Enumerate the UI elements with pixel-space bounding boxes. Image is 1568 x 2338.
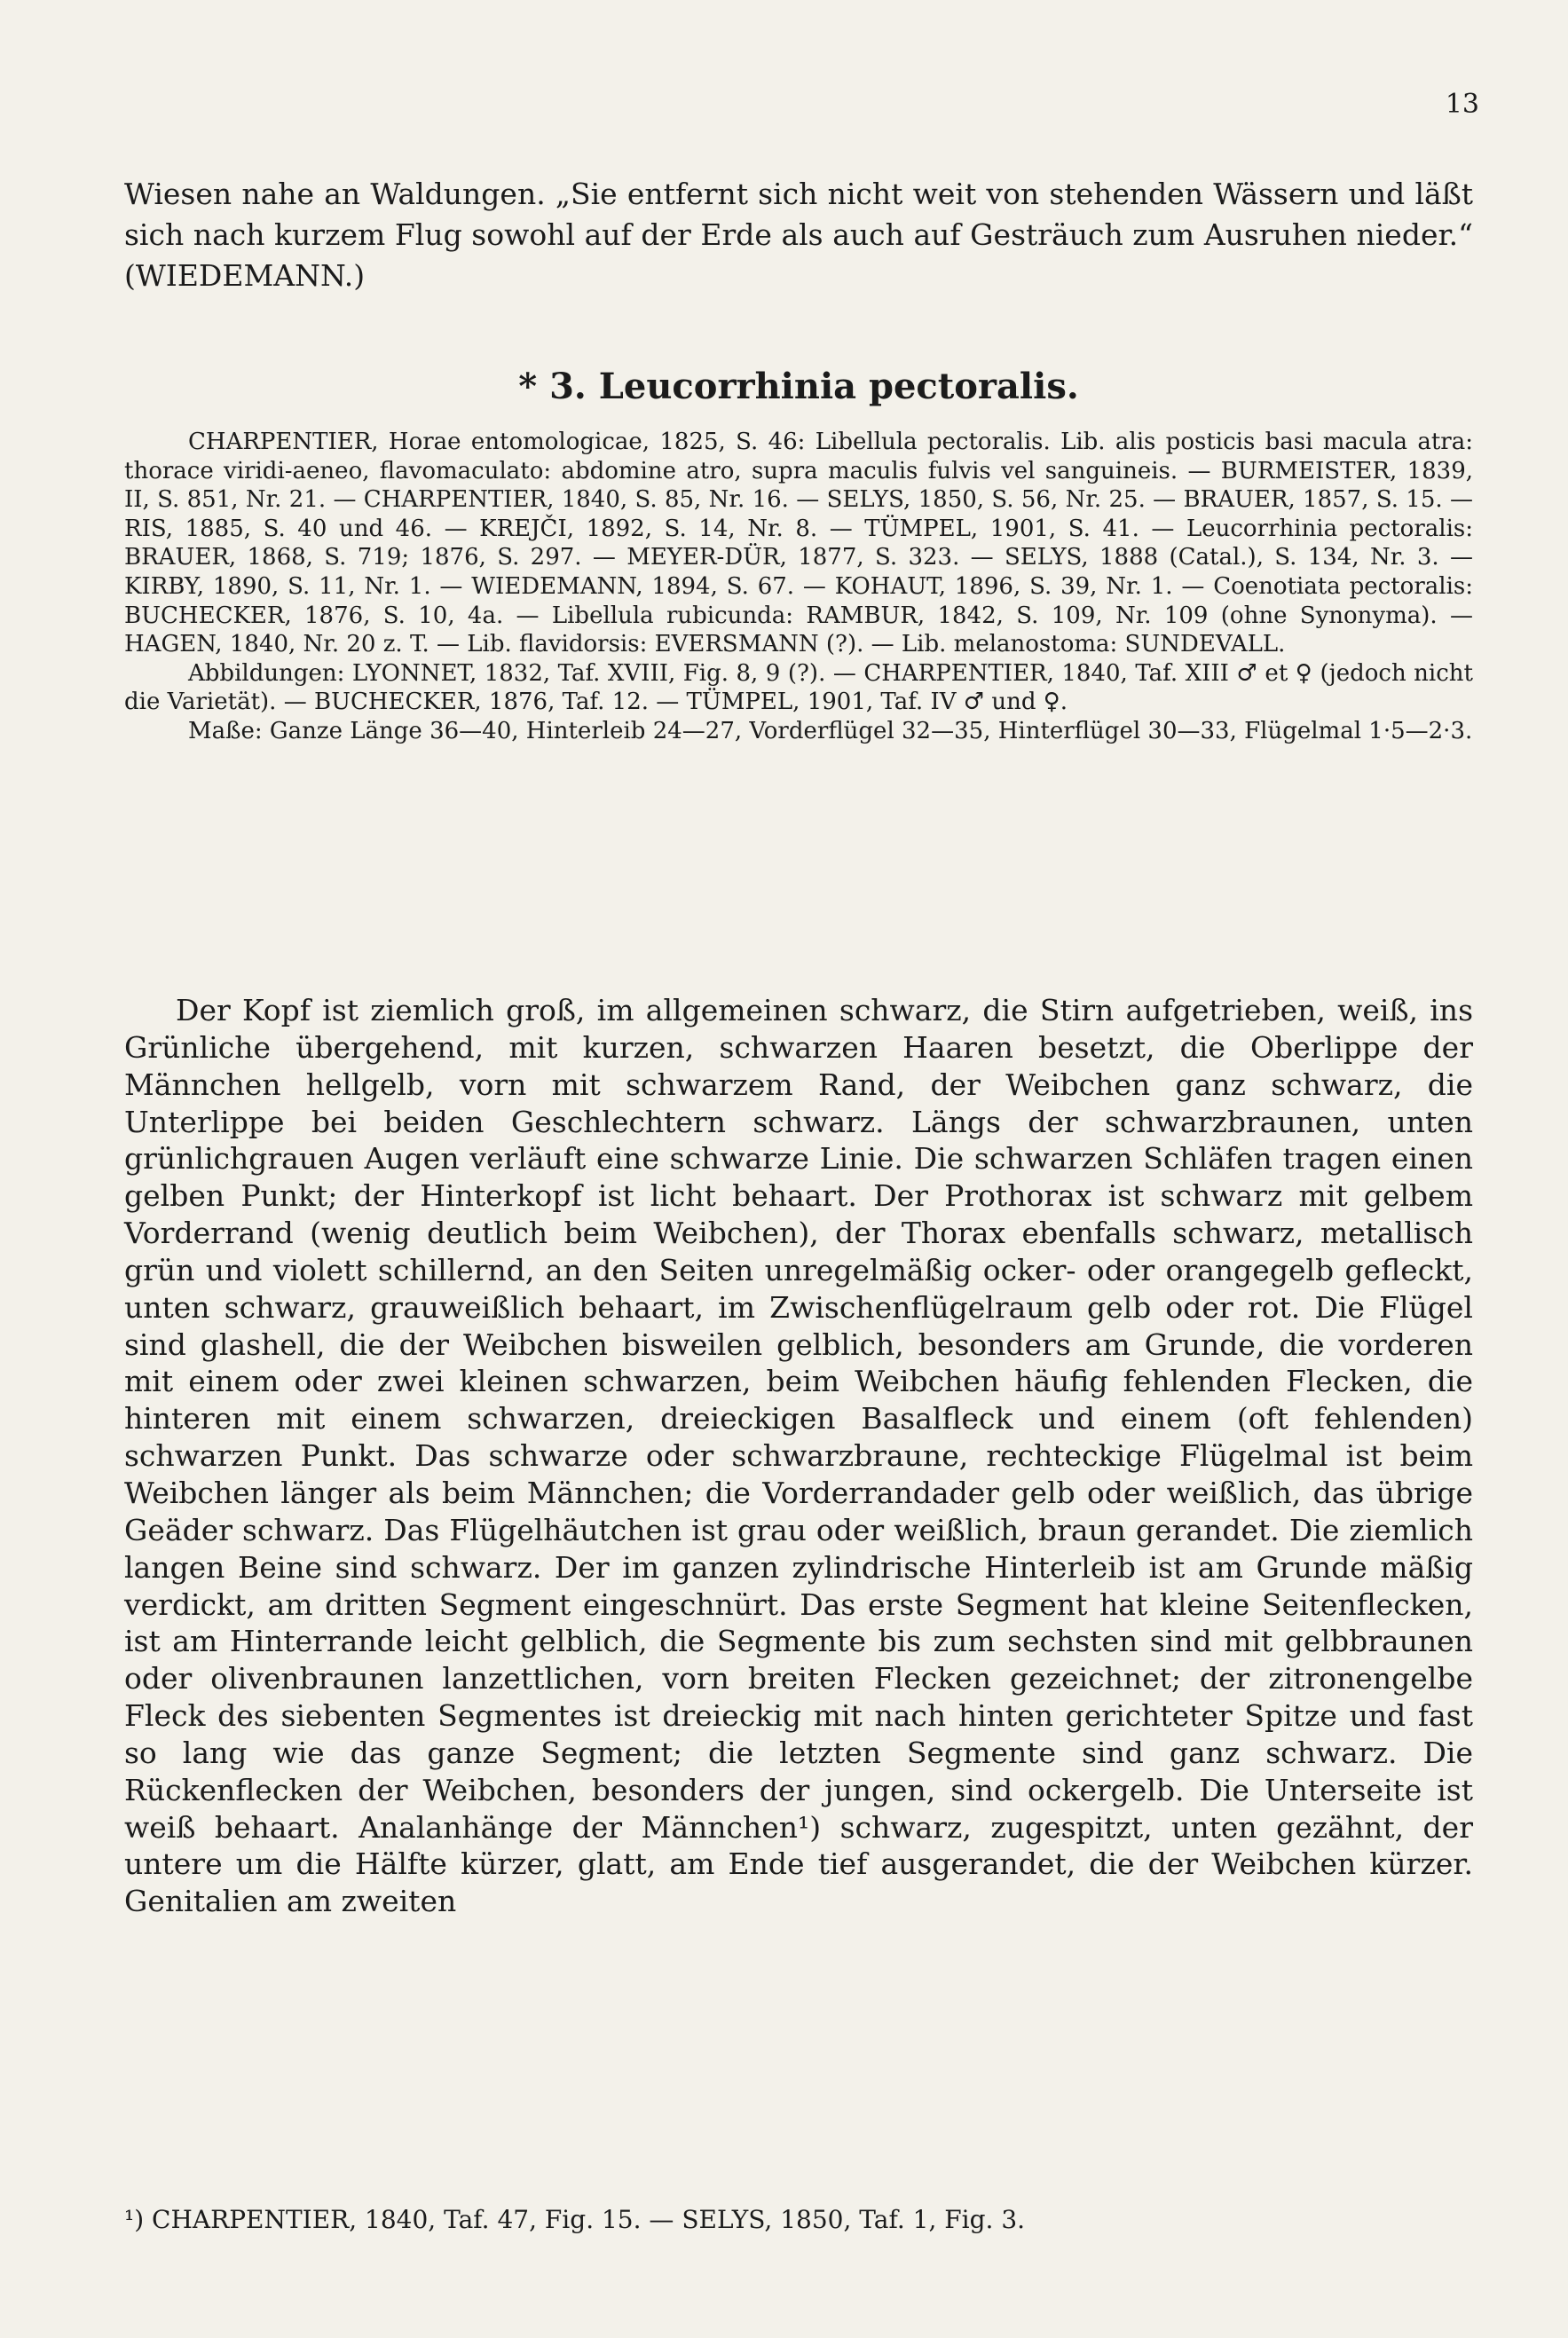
footnote: ¹) CHARPENTIER, 1840, Taf. 47, Fig. 15. — SELYS, 1850, Taf. 1, Fig. 3. — [124, 2205, 1026, 2234]
references-block — [124, 428, 1473, 746]
species-heading: * 3. Leucorrhinia pectoralis. — [518, 366, 1079, 407]
synonymy-references: CHARPENTIER, Horae entomologicae, 1825, S. 46: Libellula pectoralis. Lib. alis posticis basi macula atra: thorace viridi-aeneo, flavomaculato: abdomine atro, supra maculis fulvis vel sanguineis. — BURMEISTER, 1839, II, S. 851, Nr. 21. — CHARPENTIER, 1840, S. 85, Nr. 16. — SELYS, 1850, S. 56, Nr. 25. — BRAUER, 1857, S. 15. — RIS, 1885, S. 40 und 46. — KREJČI, 1892, S. 14, Nr. 8. — TÜMPEL, 1901, S. 41. — Leucorrhinia pectoralis: BRAUER, 1868, S. 719; 1876, S. 297. — MEYER-DÜR, 1877, S. 323. — SELYS, 1888 (Catal.), S. 134, Nr. 3. — KIRBY, 1890, S. 11, Nr. 1. — WIEDEMANN, 1894, S. 67. — KOHAUT, 1896, S. 39, Nr. 1. — Coenotiata pectoralis: BUCHECKER, 1876, S. 10, 4a. — Libellula rubicunda: RAMBUR, 1842, S. 109, Nr. 109 (ohne Synonyma). — HAGEN, 1840, Nr. 20 z. T. — Lib. flavidorsis: EVERSMANN (?). — Lib. melanostoma: SUNDEVALL. — [124, 429, 1473, 658]
description-paragraph: Der Kopf ist ziemlich groß, im allgemeinen schwarz, die Stirn aufgetrieben, weiß, ins Grünliche übergehend, mit kurzen, schwarzen Haaren besetzt, die Oberlippe der Männchen hellgelb, vorn mit schwarzem Rand, der Weibchen ganz schwarz, die Unterlippe bei beiden Geschlechtern schwarz. Längs der schwarzbraunen, unten grünlichgrauen Augen verläuft eine schwarze Linie. Die schwarzen Schläfen tragen einen gelben Punkt; der Hinterkopf ist licht behaart. Der Prothorax ist schwarz mit gelbem Vorderrand (wenig deutlich beim Weibchen), der Thorax ebenfalls schwarz, metallisch grün und violett schillernd, an den Seiten unregelmäßig ocker- oder orangegelb gefleckt, unten schwarz, grauweißlich behaart, im Zwischenflügelraum gelb oder rot. Die Flügel sind glashell, die der Weibchen bisweilen gelblich, besonders am Grunde, die vorderen mit einem oder zwei kleinen schwarzen, beim Weibchen häufig fehlenden Flecken, die hinteren mit einem schwarzen, dreieckigen Basalfleck und einem (oft fehlenden) schwarzen Punkt. Das schwarze oder schwarzbraune, rechteckige Flügelmal ist beim Weibchen länger als beim Männchen; die Vorderrandader gelb oder weißlich, das übrige Geäder schwarz. Das Flügelhäutchen ist grau oder weißlich, braun gerandet. Die ziemlich langen Beine sind schwarz. Der im ganzen zylindrische Hinterleib ist am Grunde mäßig verdickt, am dritten Segment eingeschnürt. Das erste Segment hat kleine Seitenflecken, ist am Hinterrande leicht gelblich, die Segmente bis zum sechsten sind mit gelbbraunen oder olivenbraunen lanzettlichen, vorn breiten Flecken gezeichnet; der zitronengelbe Fleck des siebenten Segmentes ist dreieckig mit nach hinten gerichteter Spitze und fast so lang wie das ganze Segment; die letzten Segmente sind ganz schwarz. Die Rückenflecken der Weibchen, besonders der jungen, sind ockergelb. Die Unterseite ist weiß behaart. Analanhänge der Männchen¹) schwarz, zugespitzt, unten gezähnt, der untere um die Hälfte kürzer, glatt, am Ende tief ausgerandet, die der Weibchen kürzer. Genitalien am zweiten — [124, 993, 1473, 1919]
page-number: 13 — [1445, 89, 1479, 120]
measurements: Maße: Ganze Länge 36—40, Hinterleib 24—27, Vorderflügel 32—35, Hinterflügel 30—33, Flügelmal 1·5—2·3. — [188, 717, 1473, 744]
intro-paragraph: Wiesen nahe an Waldungen. „Sie entfernt sich nicht weit von stehenden Wässern und läßt sich nach kurzem Flug sowohl auf der Erde als auch auf Gesträuch zum Ausruhen nieder.“ (WIEDEMANN.) — [124, 177, 1473, 293]
illustration-references: Abbildungen: LYONNET, 1832, Taf. XVIII, Fig. 8, 9 (?). — CHARPENTIER, 1840, Taf. XIII ♂ et ♀ (jedoch nicht die Varietät). — BUCHECKER, 1876, Taf. 12. — TÜMPEL, 1901, Taf. IV ♂ und ♀. — [124, 659, 1473, 716]
